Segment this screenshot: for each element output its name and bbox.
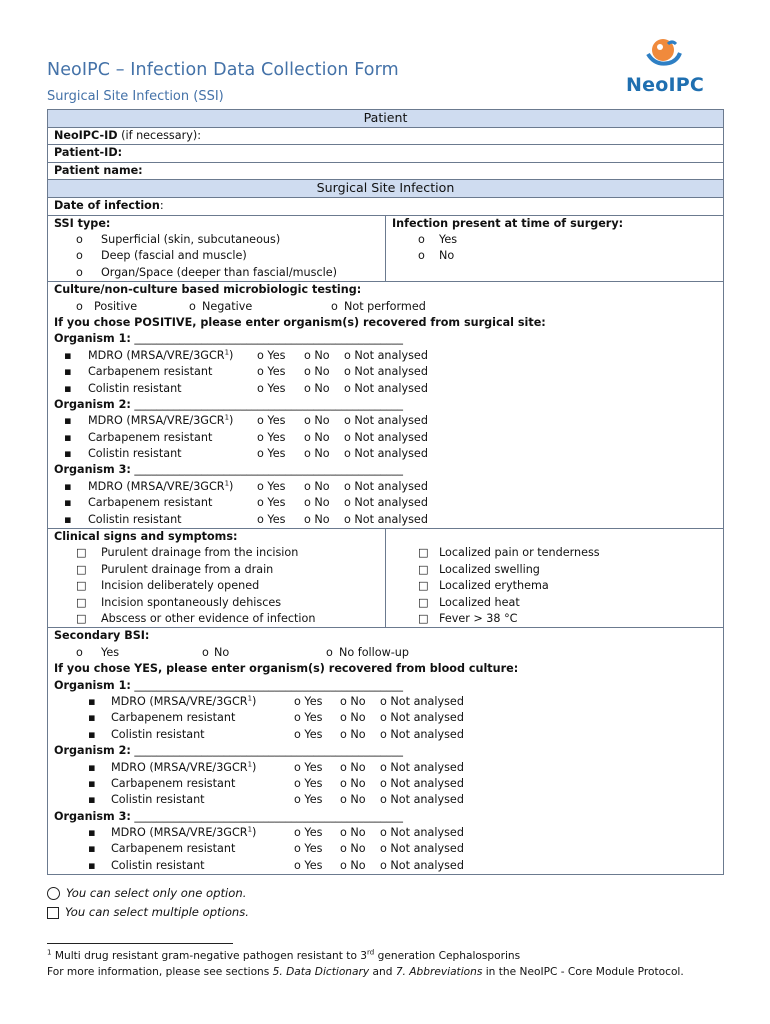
yes-option[interactable]: o Yes bbox=[257, 381, 286, 395]
ssi-type-option[interactable] bbox=[54, 265, 379, 281]
infection-present-label: Infection present at time of surgery: bbox=[392, 216, 624, 230]
radio-icon: o bbox=[76, 265, 83, 279]
organism-line: ________________________________________________ bbox=[134, 744, 403, 758]
checkbox-icon: □ bbox=[418, 595, 429, 609]
resistance-row bbox=[54, 479, 717, 495]
circle-icon bbox=[47, 887, 60, 900]
bsi-yes[interactable]: Yes bbox=[101, 645, 120, 659]
bullet-icon: ▪ bbox=[64, 381, 72, 395]
positive-instruction: If you chose POSITIVE, please enter organism(s) recovered from surgical site: bbox=[54, 315, 546, 329]
not-analysed-option[interactable]: o Not analysed bbox=[344, 414, 428, 428]
no-option[interactable]: o No bbox=[340, 694, 366, 708]
resistance-row bbox=[54, 430, 717, 446]
resistance-label: Carbapenem resistant bbox=[111, 842, 236, 856]
radio-icon[interactable]: o bbox=[76, 299, 83, 313]
legend-multiple-option bbox=[47, 905, 249, 919]
yes-option[interactable]: o Yes bbox=[294, 858, 323, 872]
footnote-text: Multi drug resistant gram-negative pathogen resistant to 3 bbox=[51, 950, 368, 962]
infection-present-option-label: Yes bbox=[439, 233, 458, 247]
no-option[interactable]: o No bbox=[304, 381, 330, 395]
resistance-row bbox=[54, 446, 717, 462]
infection-present-option[interactable] bbox=[392, 248, 717, 264]
bullet-icon: ▪ bbox=[64, 512, 72, 526]
resistance-row bbox=[54, 364, 717, 380]
resistance-label: Carbapenem resistant bbox=[111, 711, 236, 725]
yes-option[interactable]: o Yes bbox=[294, 793, 323, 807]
organism-line: ________________________________________________ bbox=[134, 397, 403, 411]
radio-icon: o bbox=[418, 249, 425, 263]
radio-icon: o bbox=[76, 249, 83, 263]
yes-option[interactable]: o Yes bbox=[294, 711, 323, 725]
yes-option[interactable]: o Yes bbox=[257, 348, 286, 362]
ssi-type-option-label: Superficial (skin, subcutaneous) bbox=[101, 233, 281, 247]
symptom-label: Incision deliberately opened bbox=[101, 579, 260, 593]
no-option[interactable]: o No bbox=[340, 776, 366, 790]
bullet-icon: ▪ bbox=[64, 348, 72, 362]
mdro-text: MDRO (MRSA/VRE/3GCR bbox=[88, 348, 225, 362]
not-analysed-option[interactable]: o Not analysed bbox=[344, 348, 428, 362]
organism-line: ________________________________________________ bbox=[134, 332, 403, 346]
radio-icon: o bbox=[418, 233, 425, 247]
bullet-icon: ▪ bbox=[88, 760, 96, 774]
yes-option[interactable]: o Yes bbox=[294, 842, 323, 856]
symptom-checkbox[interactable] bbox=[54, 611, 379, 627]
radio-icon[interactable]: o bbox=[331, 299, 338, 313]
testing-not-performed[interactable]: Not performed bbox=[344, 299, 426, 313]
resistance-row bbox=[54, 841, 717, 857]
symptom-checkbox[interactable] bbox=[392, 562, 717, 578]
data-collection-table bbox=[47, 109, 724, 875]
section-ref-2: 7. Abbreviations bbox=[395, 966, 483, 978]
symptom-label: Fever > 38 °C bbox=[439, 612, 518, 625]
symptom-label: Purulent drainage from the incision bbox=[101, 546, 299, 560]
bsi-organism-1-row[interactable] bbox=[54, 678, 717, 694]
bullet-icon: ▪ bbox=[64, 430, 72, 444]
legend-single-option bbox=[47, 886, 246, 900]
symptom-label: Incision spontaneously dehisces bbox=[101, 595, 282, 609]
secondary-bsi-cell bbox=[48, 628, 724, 875]
neoipc-id-label: NeoIPC-ID bbox=[54, 129, 118, 142]
resistance-row bbox=[54, 825, 717, 841]
not-analysed-option[interactable]: o Not analysed bbox=[344, 496, 428, 510]
no-option[interactable]: o No bbox=[304, 447, 330, 461]
symptom-label: Purulent drainage from a drain bbox=[101, 562, 274, 576]
not-analysed-option[interactable]: o Not analysed bbox=[344, 365, 428, 379]
checkbox-icon: □ bbox=[76, 579, 87, 593]
bullet-icon: ▪ bbox=[88, 776, 96, 790]
no-option[interactable]: o No bbox=[340, 711, 366, 725]
checkbox-icon: □ bbox=[418, 562, 429, 576]
resistance-row bbox=[54, 792, 717, 808]
organism-label: Organism 3: bbox=[54, 809, 131, 823]
no-option[interactable]: o No bbox=[340, 727, 366, 741]
bullet-icon: ▪ bbox=[88, 727, 96, 741]
bsi-no[interactable]: No bbox=[214, 645, 230, 659]
not-analysed-option[interactable]: o Not analysed bbox=[380, 776, 464, 790]
infection-present-option-label: No bbox=[439, 249, 455, 263]
resistance-label: Carbapenem resistant bbox=[88, 365, 213, 379]
neoipc-id-row[interactable] bbox=[48, 128, 724, 145]
organism-line: ________________________________________________ bbox=[134, 678, 403, 692]
not-analysed-option[interactable]: o Not analysed bbox=[380, 694, 464, 708]
symptom-label: Abscess or other evidence of infection bbox=[101, 612, 316, 625]
more-information: For more information, please see sections 5. Data Dictionary and 7. Abbreviations in the NeoIPC - Core Module Protocol. bbox=[47, 966, 684, 978]
date-label: Date of infection bbox=[54, 199, 160, 213]
infection-present-option[interactable] bbox=[392, 232, 717, 248]
not-analysed-option[interactable]: o Not analysed bbox=[380, 760, 464, 774]
not-analysed-option[interactable]: o Not analysed bbox=[380, 727, 464, 741]
resistance-label: Carbapenem resistant bbox=[111, 776, 236, 790]
symptom-checkbox[interactable] bbox=[392, 578, 717, 594]
footnote-divider bbox=[47, 943, 233, 944]
checkbox-icon: □ bbox=[418, 546, 429, 560]
mdro-close: ) bbox=[229, 348, 234, 362]
bullet-icon: ▪ bbox=[88, 858, 96, 872]
no-option[interactable]: o No bbox=[340, 826, 366, 840]
bullet-icon: ▪ bbox=[64, 496, 72, 510]
no-option[interactable]: o No bbox=[340, 793, 366, 807]
yes-option[interactable]: o Yes bbox=[294, 826, 323, 840]
resistance-row bbox=[54, 495, 717, 511]
resistance-label: MDRO (MRSA/VRE/3GCR$^1$) bbox=[111, 825, 257, 840]
not-analysed-option[interactable]: o Not analysed bbox=[380, 711, 464, 725]
ssi-section-heading: Surgical Site Infection bbox=[48, 180, 724, 198]
bsi-organism-3-row[interactable] bbox=[54, 809, 717, 825]
radio-icon[interactable]: o bbox=[326, 645, 333, 659]
yes-option[interactable]: o Yes bbox=[294, 776, 323, 790]
date-of-infection-row[interactable] bbox=[48, 198, 724, 215]
bullet-icon: ▪ bbox=[64, 414, 72, 428]
no-option[interactable]: o No bbox=[304, 479, 330, 493]
no-option[interactable]: o No bbox=[304, 430, 330, 444]
clinical-signs-left bbox=[48, 529, 386, 628]
resistance-label: Colistin resistant bbox=[88, 447, 182, 461]
organism-label: Organism 2: bbox=[54, 397, 131, 411]
no-option[interactable]: o No bbox=[304, 512, 330, 526]
organism-label: Organism 3: bbox=[54, 463, 131, 477]
organism-1-row[interactable] bbox=[54, 331, 717, 347]
yes-option[interactable]: o Yes bbox=[257, 430, 286, 444]
resistance-label: MDRO (MRSA/VRE/3GCR$^1$) bbox=[111, 694, 257, 708]
resistance-row bbox=[54, 727, 717, 743]
not-analysed-option[interactable]: o Not analysed bbox=[344, 479, 428, 493]
testing-positive[interactable]: Positive bbox=[94, 299, 138, 313]
ssi-type-option[interactable] bbox=[54, 232, 379, 248]
bullet-icon: ▪ bbox=[88, 826, 96, 840]
organism-label: Organism 2: bbox=[54, 744, 131, 758]
resistance-label: Carbapenem resistant bbox=[88, 496, 213, 510]
not-analysed-option[interactable]: o Not analysed bbox=[344, 381, 428, 395]
resistance-row bbox=[54, 413, 717, 429]
checkbox-icon: □ bbox=[418, 612, 429, 625]
no-option[interactable]: o No bbox=[304, 414, 330, 428]
not-analysed-option[interactable]: o Not analysed bbox=[344, 430, 428, 444]
footnote-text-end: generation Cephalosporins bbox=[374, 950, 521, 962]
radio-icon[interactable]: o bbox=[202, 645, 209, 659]
symptom-label: Localized heat bbox=[439, 595, 520, 609]
resistance-label: Carbapenem resistant bbox=[88, 430, 213, 444]
date-colon: : bbox=[159, 199, 164, 213]
organism-2-row[interactable] bbox=[54, 397, 717, 413]
bullet-icon: ▪ bbox=[88, 793, 96, 807]
radio-icon: o bbox=[76, 233, 83, 247]
checkbox-icon: □ bbox=[76, 612, 87, 625]
bsi-no-follow-up[interactable]: No follow-up bbox=[339, 645, 409, 659]
legend-multiple-text: You can select multiple options. bbox=[65, 905, 249, 919]
organism-label: Organism 1: bbox=[54, 678, 131, 692]
neoipc-id-note: (if necessary): bbox=[117, 129, 201, 142]
legend-single-text: You can select only one option. bbox=[66, 886, 247, 900]
ssi-type-label: SSI type: bbox=[54, 216, 111, 230]
patient-id-row[interactable]: Patient-ID: bbox=[48, 145, 724, 162]
patient-name-row[interactable]: Patient name: bbox=[48, 162, 724, 179]
yes-option[interactable]: o Yes bbox=[257, 479, 286, 493]
logo-neo: Neo bbox=[626, 74, 669, 96]
symptom-checkbox[interactable] bbox=[392, 545, 717, 561]
not-analysed-option[interactable]: o Not analysed bbox=[380, 858, 464, 872]
no-option[interactable]: o No bbox=[304, 496, 330, 510]
square-icon bbox=[47, 907, 59, 919]
checkbox-icon: □ bbox=[76, 595, 87, 609]
resistance-label: MDRO (MRSA/VRE/3GCR$^1$) bbox=[111, 759, 257, 774]
yes-option[interactable]: o Yes bbox=[257, 365, 286, 379]
bsi-organism-2-row[interactable] bbox=[54, 743, 717, 759]
bullet-icon: ▪ bbox=[64, 447, 72, 461]
resistance-row bbox=[54, 776, 717, 792]
not-analysed-option[interactable]: o Not analysed bbox=[380, 793, 464, 807]
not-analysed-option[interactable]: o Not analysed bbox=[344, 512, 428, 526]
resistance-row bbox=[54, 760, 717, 776]
resistance-row bbox=[54, 710, 717, 726]
logo-ipc: IPC bbox=[668, 74, 704, 96]
symptom-checkbox[interactable] bbox=[54, 595, 379, 611]
bsi-label: Secondary BSI: bbox=[54, 629, 150, 643]
yes-option[interactable]: o Yes bbox=[294, 760, 323, 774]
checkbox-icon: □ bbox=[76, 562, 87, 576]
footnote bbox=[47, 950, 520, 962]
checkbox-icon: □ bbox=[418, 579, 429, 593]
clinical-signs-label: Clinical signs and symptoms: bbox=[54, 530, 238, 544]
ssi-type-cell bbox=[48, 215, 386, 282]
yes-option[interactable]: o Yes bbox=[257, 447, 286, 461]
bsi-instruction: If you chose YES, please enter organism(s) recovered from blood culture: bbox=[54, 662, 519, 676]
resistance-row bbox=[54, 348, 717, 364]
footnote-ref: 1 bbox=[224, 348, 230, 357]
yes-option[interactable]: o Yes bbox=[257, 496, 286, 510]
resistance-label: Colistin resistant bbox=[111, 793, 205, 807]
bullet-icon: ▪ bbox=[88, 694, 96, 708]
radio-icon[interactable]: o bbox=[76, 645, 83, 659]
no-option[interactable]: o No bbox=[340, 858, 366, 872]
section-ref-1: 5. Data Dictionary bbox=[272, 966, 370, 978]
footnote-sup: rd bbox=[367, 948, 375, 957]
radio-icon[interactable]: o bbox=[189, 299, 196, 313]
yes-option[interactable]: o Yes bbox=[257, 414, 286, 428]
logo-wordmark bbox=[626, 74, 704, 96]
organism-3-row[interactable] bbox=[54, 462, 717, 478]
yes-option[interactable]: o Yes bbox=[294, 727, 323, 741]
not-analysed-option[interactable]: o Not analysed bbox=[344, 447, 428, 461]
bullet-icon: ▪ bbox=[88, 711, 96, 725]
testing-options bbox=[54, 299, 717, 315]
form-subtitle: Surgical Site Infection (SSI) bbox=[47, 89, 224, 104]
bullet-icon: ▪ bbox=[64, 479, 72, 493]
yes-option[interactable]: o Yes bbox=[257, 512, 286, 526]
form-title: NeoIPC – Infection Data Collection Form bbox=[47, 60, 399, 80]
symptom-checkbox[interactable] bbox=[54, 545, 379, 561]
no-option[interactable]: o No bbox=[304, 365, 330, 379]
ssi-type-option-label: Organ/Space (deeper than fascial/muscle) bbox=[101, 265, 337, 279]
no-option[interactable]: o No bbox=[340, 842, 366, 856]
symptom-label: Localized erythema bbox=[439, 579, 549, 593]
resistance-row bbox=[54, 858, 717, 874]
resistance-label: MDRO (MRSA/VRE/3GCR$^1$) bbox=[88, 413, 234, 428]
not-analysed-option[interactable]: o Not analysed bbox=[380, 826, 464, 840]
symptom-label: Localized pain or tenderness bbox=[439, 546, 600, 560]
no-option[interactable]: o No bbox=[340, 760, 366, 774]
no-option[interactable]: o No bbox=[304, 348, 330, 362]
resistance-row bbox=[54, 381, 717, 397]
resistance-label: Colistin resistant bbox=[88, 512, 182, 526]
testing-negative[interactable]: Negative bbox=[202, 299, 253, 313]
resistance-label: Colistin resistant bbox=[111, 858, 205, 872]
testing-label: Culture/non-culture based microbiologic testing: bbox=[54, 283, 362, 297]
bullet-icon: ▪ bbox=[64, 365, 72, 379]
organism-line: ________________________________________________ bbox=[134, 809, 403, 823]
symptom-checkbox[interactable] bbox=[392, 611, 717, 627]
resistance-label bbox=[88, 348, 233, 364]
ssi-type-option[interactable] bbox=[54, 248, 379, 264]
resistance-label: MDRO (MRSA/VRE/3GCR$^1$) bbox=[88, 479, 234, 493]
microbiology-cell bbox=[48, 282, 724, 529]
clinical-signs-right bbox=[386, 529, 724, 628]
ssi-type-option-label: Deep (fascial and muscle) bbox=[101, 249, 247, 263]
bsi-options bbox=[54, 645, 717, 661]
symptom-checkbox[interactable] bbox=[392, 595, 717, 611]
checkbox-icon: □ bbox=[76, 546, 87, 560]
organism-line: ________________________________________________ bbox=[134, 463, 403, 477]
infection-present-cell bbox=[386, 215, 724, 282]
symptom-label: Localized swelling bbox=[439, 562, 540, 576]
resistance-row bbox=[54, 512, 717, 528]
organism-label: Organism 1: bbox=[54, 332, 131, 346]
yes-option[interactable]: o Yes bbox=[294, 694, 323, 708]
symptom-checkbox[interactable] bbox=[54, 578, 379, 594]
resistance-label: Colistin resistant bbox=[88, 381, 182, 395]
symptom-checkbox[interactable] bbox=[54, 562, 379, 578]
not-analysed-option[interactable]: o Not analysed bbox=[380, 842, 464, 856]
footnote-number: 1 bbox=[47, 948, 52, 957]
bullet-icon: ▪ bbox=[88, 842, 96, 856]
resistance-label: Colistin resistant bbox=[111, 727, 205, 741]
patient-section-heading: Patient bbox=[48, 110, 724, 128]
resistance-row bbox=[54, 694, 717, 710]
